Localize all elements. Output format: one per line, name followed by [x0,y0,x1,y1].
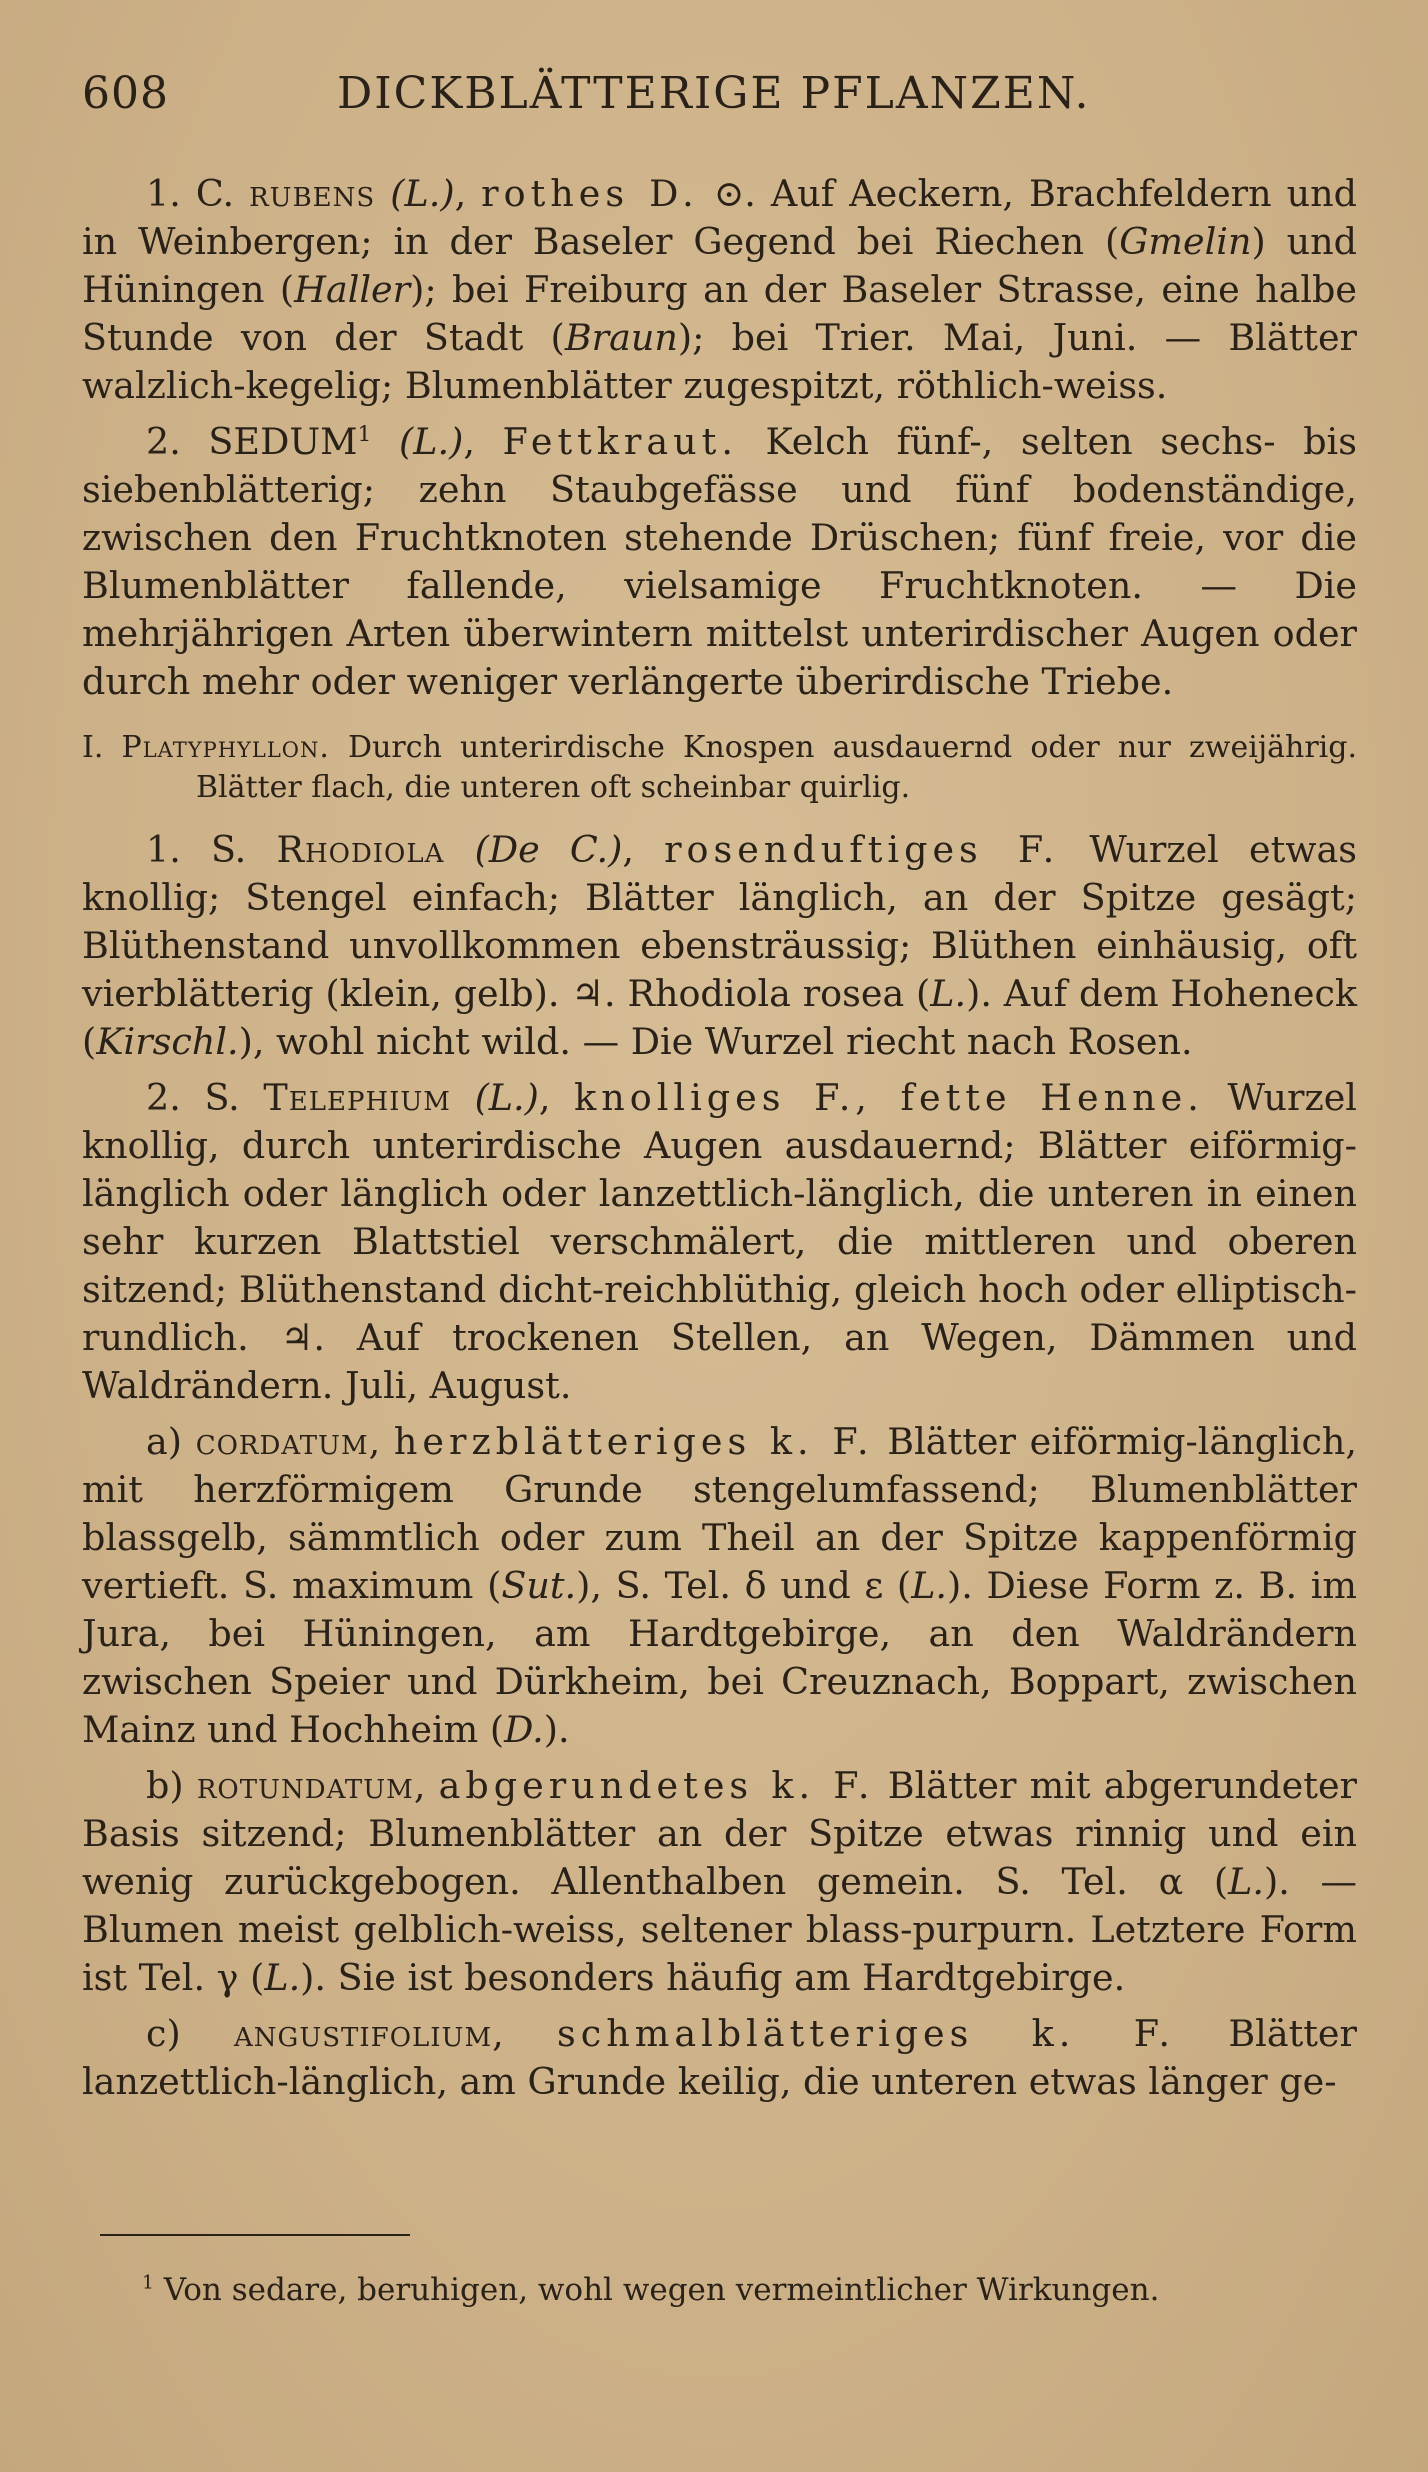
footnote-divider [100,2234,410,2236]
variety-name: rotundatum [196,1764,414,1807]
common-name: rothes D. [481,172,699,215]
footnote-number: 1 [142,2272,154,2294]
variety-name: cordatum [195,1420,369,1463]
entry-sedum-telephium: 2. S. Telephium (L.), knolliges F., fette Henne. Wurzel knollig, durch unterirdische Augen ausdauernd; Blätter eiförmig-länglich oder länglich oder lanzettlich-länglich, die unteren in einen sehr kurzen Blattstiel verschmälert, die mittleren und oberen sitzend; Blüthenstand dicht-reichblüthig, gleich hoch oder elliptisch-rundlich. ♃. Auf trockenen Stellen, an Wegen, Dämmen und Waldrändern. Juli, August. [82,1076,1357,1407]
common-name: schmalblätteriges k. F. [557,2012,1175,2055]
variety-name: angustifolium [234,2012,493,2055]
page-header [82,68,1362,128]
genus-name: SEDUM [208,420,358,463]
common-name: knolliges F., fette Henne. [574,1076,1204,1119]
species-name: Rhodiola [276,828,445,871]
page-body [82,170,1357,2114]
common-name: rosenduftiges F. [664,828,1060,871]
section-heading: I. Platyphyllon. Durch unterirdische Knospen ausdauernd oder nur zweijährig. Blätter flach, die unteren oft scheinbar quirlig. [82,730,1357,805]
species-name: Telephium [263,1076,451,1119]
entry-variety-angustifolium: c) angustifolium, schmalblätteriges k. F. Blätter lanzettlich-länglich, am Grunde keilig, die unteren etwas länger ge- [82,2012,1357,2103]
entry-corrigiola-rubens: 1. C. rubens (L.), rothes D. ⊙. Auf Aeckern, Brachfeldern und in Weinbergen; in der Baseler Gegend bei Riechen (Gmelin) und Hüningen (Haller); bei Freiburg an der Baseler Strasse, eine halbe Stunde von der Stadt (Braun); bei Trier. Mai, Juni. — Blätter walzlich-kegelig; Blumenblätter zugespitzt, röthlich-weiss. [82,172,1358,407]
footnote-text: Von sedare, beruhigen, wohl wegen vermeintlicher Wirkungen. [163,2272,1160,2308]
entry-sedum-genus: 2. SEDUM$^1$ (L.), Fettkraut. Kelch fünf-, selten sechs- bis siebenblätterig; zehn Staubgefässe und fünf bodenständige, zwischen den Fruchtknoten stehende Drüschen; fünf freie, vor die Blumenblätter fallende, vielsamige Fruchtknoten. — Die mehrjährigen Arten überwintern mittelst unterirdischer Augen oder durch mehr oder weniger verlängerte überirdische Triebe. [82,420,1357,703]
entry-variety-cordatum: a) cordatum, herzblätteriges k. F. Blätter eiförmig-länglich, mit herzförmigem Grunde stengelumfassend; Blumenblätter blassgelb, sämmtlich oder zum Theil an der Spitze kappenförmig vertieft. S. maximum (Sut.), S. Tel. δ und ε (L.). Diese Form z. B. im Jura, bei Hüningen, am Hardtgebirge, an den Waldrändern zwischen Speier und Dürkheim, bei Creuznach, Boppart, zwischen Mainz und Hochheim (D.). [82,1420,1358,1751]
page-number: 608 [82,68,169,119]
common-name: herzblätteriges k. F. [393,1420,874,1463]
entry-sedum-rhodiola: 1. S. Rhodiola (De C.), rosenduftiges F. Wurzel etwas knollig; Stengel einfach; Blätter länglich, an der Spitze gesägt; Blüthenstand unvollkommen ebensträussig; Blüthen einhäusig, oft vierblätterig (klein, gelb). ♃. Rhodiola rosea (L.). Auf dem Hoheneck (Kirschl.), wohl nicht wild. — Die Wurzel riecht nach Rosen. [82,828,1358,1063]
footnote-marker: 1 [357,421,372,447]
species-name: rubens [249,172,376,215]
footnote [142,2270,1342,2310]
common-name: abgerundetes k. F. [438,1764,875,1807]
common-name: Fettkraut. [502,420,738,463]
entry-variety-rotundatum: b) rotundatum, abgerundetes k. F. Blätter mit abgerundeter Basis sitzend; Blumenblätter an der Spitze etwas rinnig und ein wenig zurückgebogen. Allenthalben gemein. S. Tel. α (L.). — Blumen meist gelblich-weiss, seltener blass-purpurn. Letztere Form ist Tel. γ (L.). Sie ist besonders häufig am Hardtgebirge. [82,1764,1357,1999]
running-head: DICKBLÄTTERIGE PFLANZEN. [337,68,1091,119]
